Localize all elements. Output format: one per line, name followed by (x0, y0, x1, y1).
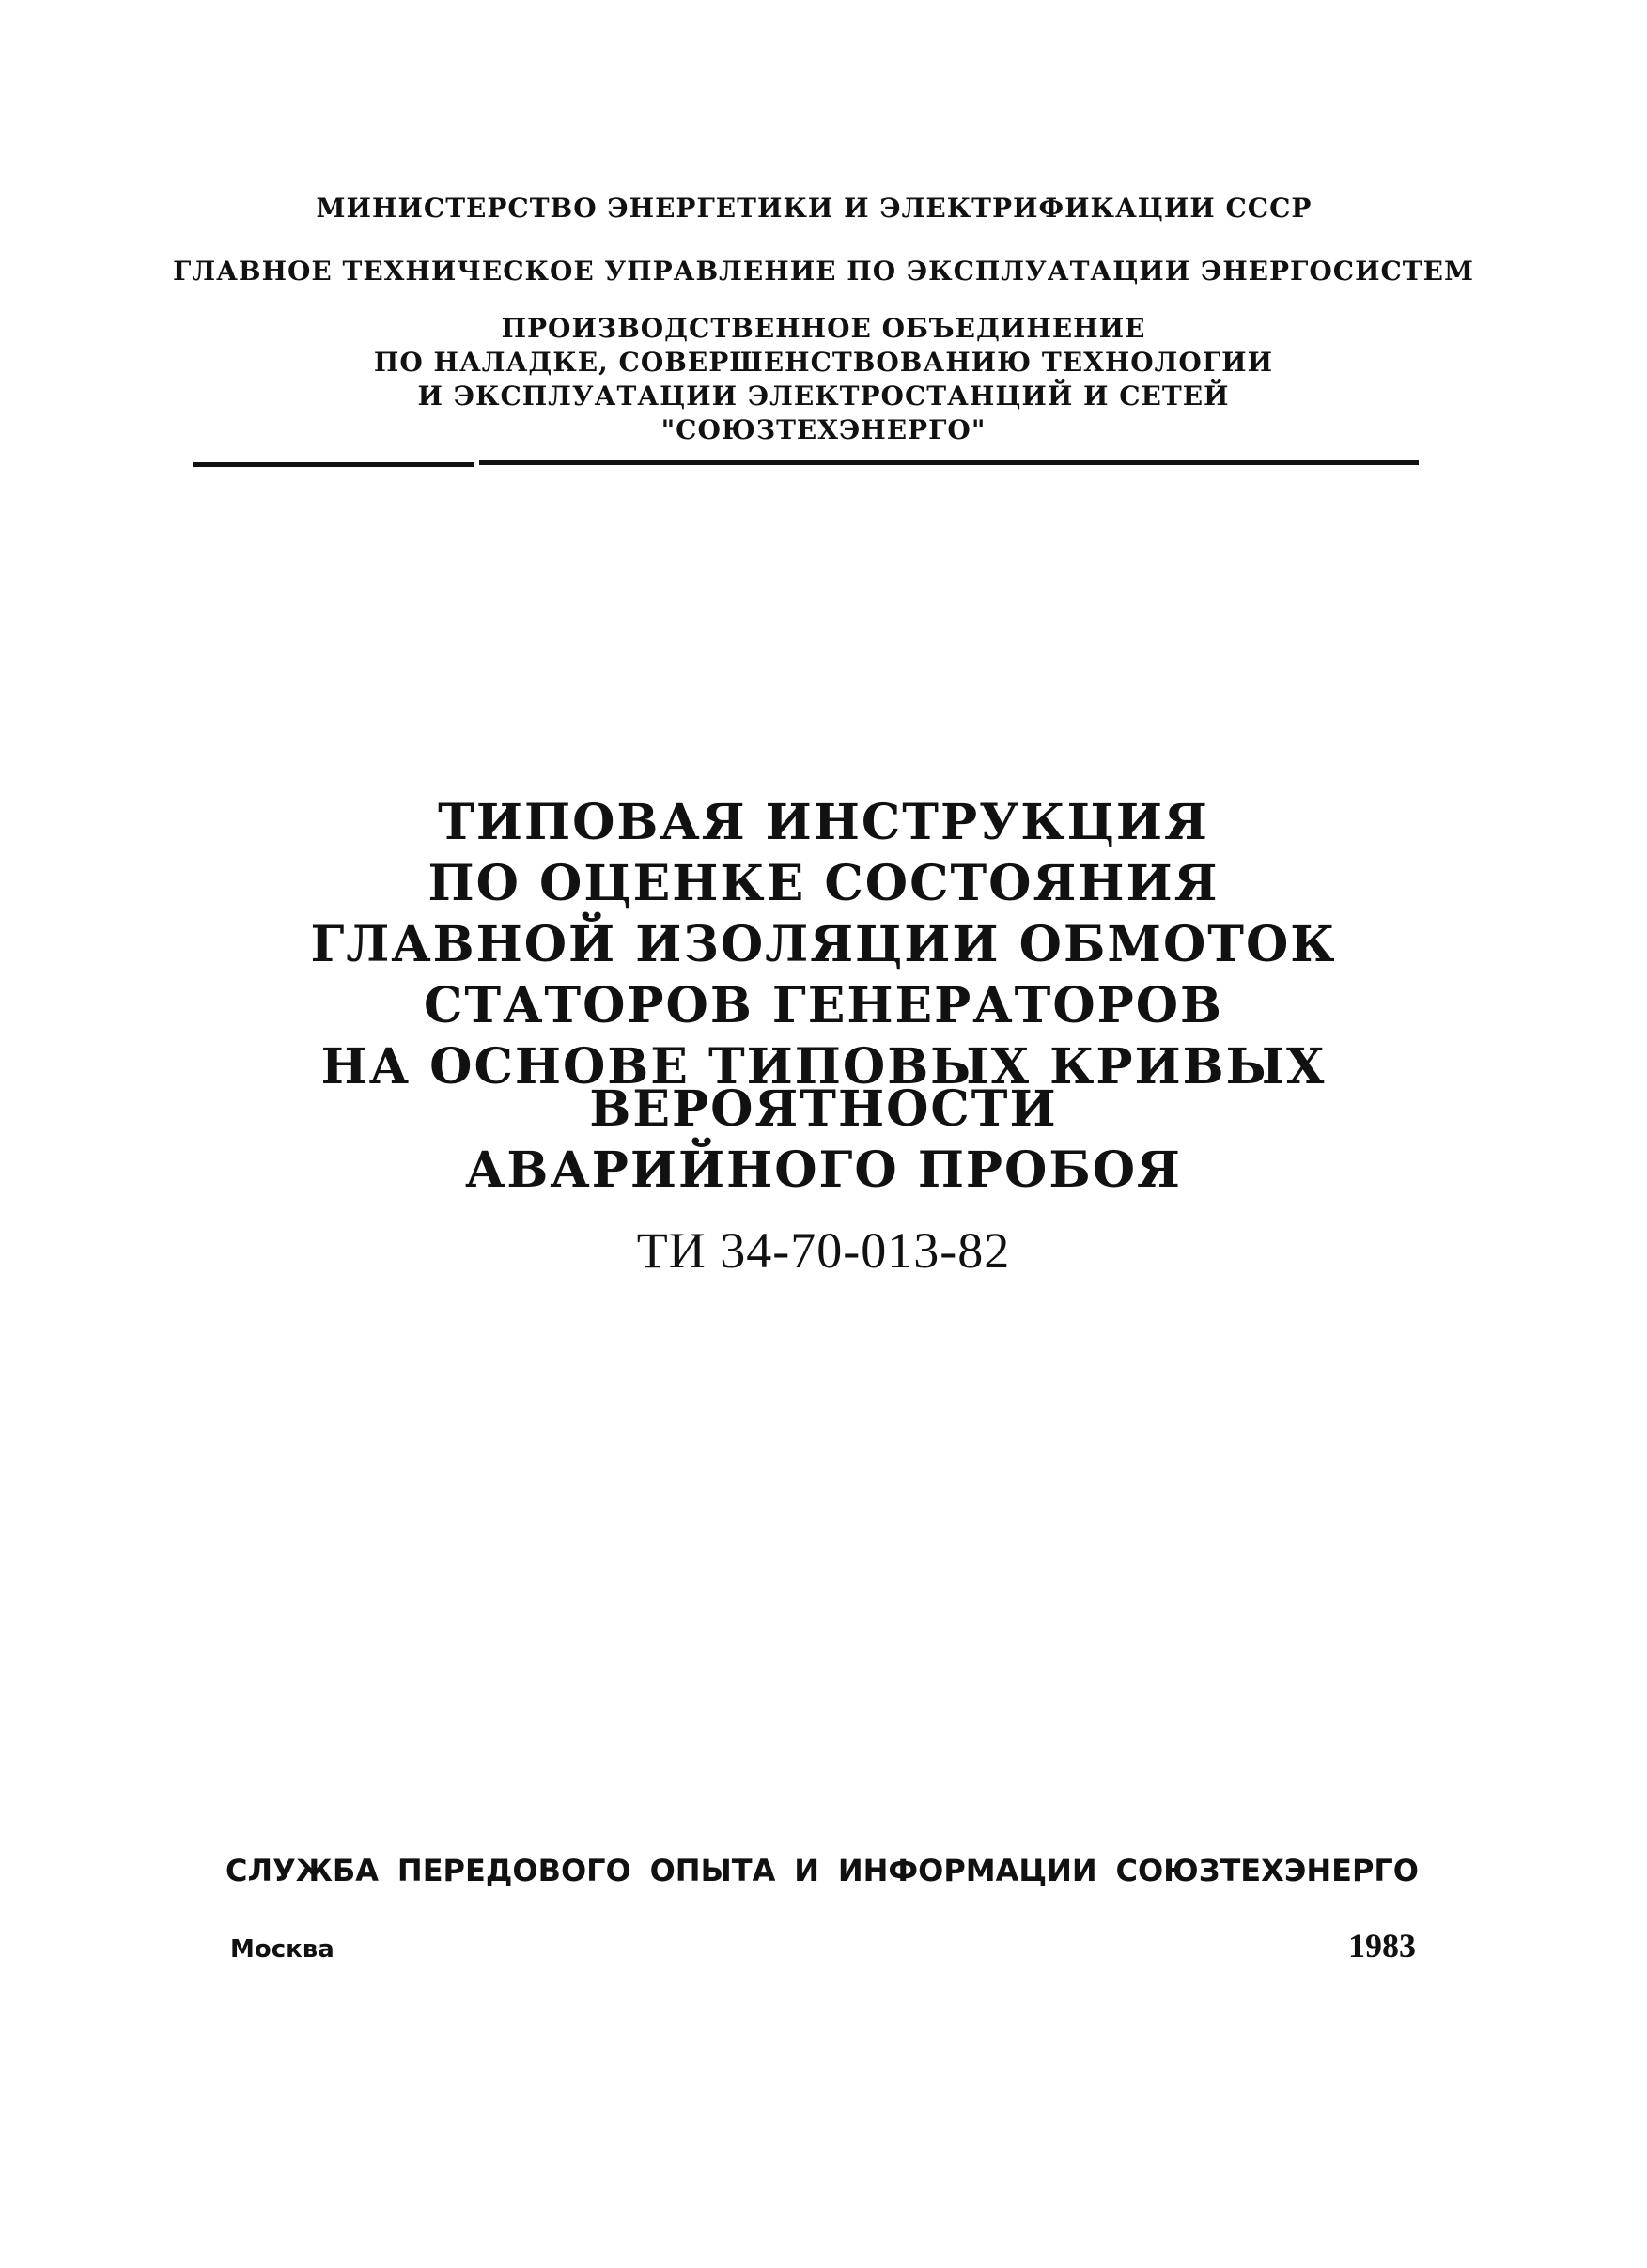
title-line-5: НА ОСНОВЕ ТИПОВЫХ КРИВЫХ (320, 1038, 1327, 1095)
title-line-1: ТИПОВАЯ ИНСТРУКЦИЯ (438, 794, 1209, 851)
document-code: ТИ 34-70-013-82 (636, 1222, 1011, 1279)
organization-line-4: "СОЮЗТЕХЭНЕРГО" (660, 414, 987, 445)
title-line-7: АВАРИЙНОГО ПРОБОЯ (465, 1142, 1182, 1199)
title-line-4: СТАТОРОВ ГЕНЕРАТОРОВ (424, 977, 1223, 1034)
publication-city: Москва (230, 1935, 334, 1964)
title-line-3: ГЛАВНОЙ ИЗОЛЯЦИИ ОБМОТОК (310, 916, 1337, 973)
publisher-line: СЛУЖБА ПЕРЕДОВОГО ОПЫТА И ИНФОРМАЦИИ СОЮЗТЕХЭНЕРГО (225, 1853, 1419, 1888)
organization-line-1: ПРОИЗВОДСТВЕННОЕ ОБЪЕДИНЕНИЕ (501, 313, 1146, 344)
title-line-2: ПО ОЦЕНКЕ СОСТОЯНИЯ (427, 855, 1220, 912)
publication-year: 1983 (1348, 1927, 1416, 1965)
ministry-heading: МИНИСТЕРСТВО ЭНЕРГЕТИКИ И ЭЛЕКТРИФИКАЦИИ СССР (316, 193, 1313, 224)
organization-line-3: И ЭКСПЛУАТАЦИИ ЭЛЕКТРОСТАНЦИЙ И СЕТЕЙ (417, 381, 1230, 412)
header-rule-right (479, 460, 1419, 465)
title-line-6: ВЕРОЯТНОСТИ (589, 1080, 1058, 1138)
organization-line-2: ПО НАЛАДКЕ, СОВЕРШЕНСТВОВАНИЮ ТЕХНОЛОГИИ (373, 347, 1274, 378)
header-rule-left (193, 462, 474, 467)
directorate-heading: ГЛАВНОЕ ТЕХНИЧЕСКОЕ УПРАВЛЕНИЕ ПО ЭКСПЛУАТАЦИИ ЭНЕРГОСИСТЕМ (173, 256, 1474, 287)
